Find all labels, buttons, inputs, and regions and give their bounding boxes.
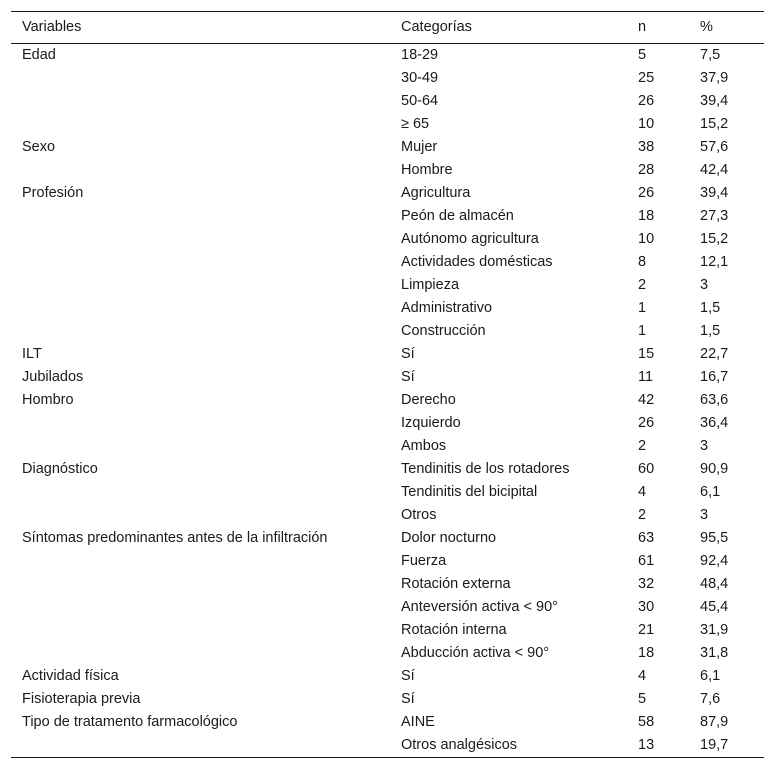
cell-n: 11: [638, 369, 654, 385]
table-row: [11, 688, 764, 711]
cell-category: Derecho: [401, 392, 456, 408]
cell-percent: 7,5: [700, 47, 721, 63]
table-row: [11, 182, 764, 205]
table-row: [11, 481, 764, 504]
cell-percent: 39,4: [700, 93, 729, 109]
cell-category: Dolor nocturno: [401, 530, 497, 546]
cell-category: Rotación interna: [401, 622, 507, 638]
cell-percent: 87,9: [700, 714, 729, 730]
cell-n: 8: [638, 254, 647, 270]
cell-percent: 16,7: [700, 369, 729, 385]
cell-category: Construcción: [401, 323, 486, 339]
cell-variable: [11, 228, 390, 251]
cell-category: Tendinitis del bicipital: [401, 484, 538, 500]
data-table-container: [11, 11, 764, 758]
cell-variable: Sexo: [22, 139, 56, 155]
cell-category: Agricultura: [401, 185, 471, 201]
cell-variable: Profesión: [22, 185, 84, 201]
cell-n: 63: [638, 530, 655, 546]
table-row: [11, 228, 764, 251]
table-row: [11, 159, 764, 182]
cell-variable: Hombro: [22, 392, 74, 408]
table-row: [11, 320, 764, 343]
table-row: [11, 90, 764, 113]
table-row: [11, 136, 764, 159]
cell-variable: ILT: [22, 346, 42, 362]
cell-n: 5: [638, 47, 647, 63]
cell-percent: 7,6: [700, 691, 721, 707]
cell-percent: 15,2: [700, 116, 729, 132]
cell-n: 42: [638, 392, 655, 408]
table-row: [11, 297, 764, 320]
cell-category: Sí: [401, 691, 415, 707]
table-row: [11, 113, 764, 136]
cell-n: 13: [627, 734, 689, 758]
cell-percent: 31,9: [700, 622, 729, 638]
cell-category: Tendinitis de los rotadores: [401, 461, 570, 477]
cell-category: Limpieza: [401, 277, 460, 293]
cell-n: 15: [638, 346, 655, 362]
cell-percent: 22,7: [700, 346, 729, 362]
cell-variable: [11, 573, 390, 596]
cell-category: AINE: [401, 714, 435, 730]
cell-n: 32: [638, 576, 655, 592]
cell-n: 2: [638, 507, 647, 523]
cell-category: 30-49: [401, 70, 439, 86]
cell-n: 26: [638, 185, 655, 201]
cell-variable: Diagnóstico: [22, 461, 98, 477]
cell-n: 28: [638, 162, 655, 178]
cell-category: Actividades domésticas: [401, 254, 553, 270]
cell-percent: 90,9: [700, 461, 729, 477]
table-row: [11, 619, 764, 642]
cell-n: 26: [638, 93, 655, 109]
table-row: [11, 665, 764, 688]
cell-n: 1: [638, 300, 647, 316]
cell-category: Administrativo: [401, 300, 493, 316]
cell-variable: Tipo de tratamento farmacológico: [22, 714, 238, 730]
cell-percent: 1,5: [700, 323, 721, 339]
cell-variable: Fisioterapia previa: [22, 691, 141, 707]
header-n: n: [627, 12, 689, 44]
cell-n: 30: [638, 599, 655, 615]
cell-percent: 3: [700, 438, 709, 454]
cell-variable: [11, 734, 390, 758]
table-row: [11, 596, 764, 619]
cell-variable: [11, 435, 390, 458]
cell-variable: [11, 619, 390, 642]
cell-variable: Síntomas predominantes antes de la infiltración: [22, 530, 328, 546]
cell-variable: [11, 297, 390, 320]
table-row: [11, 412, 764, 435]
table-row: [11, 504, 764, 527]
table-row: [11, 274, 764, 297]
table-row: [11, 527, 764, 550]
cell-n: 18: [638, 208, 655, 224]
cell-percent: 12,1: [700, 254, 729, 270]
cell-variable: [11, 642, 390, 665]
cell-n: 2: [638, 277, 647, 293]
cell-n: 26: [638, 415, 655, 431]
cell-variable: Edad: [22, 47, 56, 63]
cell-category: Peón de almacén: [401, 208, 514, 224]
cell-n: 38: [638, 139, 655, 155]
cell-percent: 3: [700, 277, 709, 293]
header-percent: %: [689, 12, 764, 44]
cell-variable: [11, 251, 390, 274]
cell-n: 25: [638, 70, 655, 86]
cell-n: 1: [638, 323, 647, 339]
cell-percent: 1,5: [700, 300, 721, 316]
cell-n: 4: [638, 668, 647, 684]
header-row: [11, 12, 764, 44]
header-variables: Variables: [11, 12, 390, 44]
cell-category: Mujer: [401, 139, 438, 155]
cell-percent: 36,4: [700, 415, 729, 431]
cell-variable: [11, 113, 390, 136]
cell-variable: [11, 504, 390, 527]
table-row: [11, 573, 764, 596]
table-row: [11, 366, 764, 389]
cell-category: Sí: [401, 668, 415, 684]
table-row: [11, 389, 764, 412]
table-row: [11, 734, 764, 758]
cell-variable: [11, 550, 390, 573]
cell-percent: 19,7: [689, 734, 764, 758]
cell-percent: 39,4: [700, 185, 729, 201]
cell-percent: 57,6: [700, 139, 729, 155]
table-row: [11, 205, 764, 228]
cell-variable: [11, 159, 390, 182]
cell-variable: [11, 412, 390, 435]
header-categorias: Categorías: [390, 12, 627, 44]
cell-variable: Actividad física: [22, 668, 119, 684]
table-row: [11, 251, 764, 274]
cell-n: 61: [638, 553, 655, 569]
cell-percent: 45,4: [700, 599, 729, 615]
cell-category: ≥ 65: [401, 116, 430, 132]
cell-variable: Jubilados: [22, 369, 84, 385]
cell-category: Fuerza: [401, 553, 447, 569]
cell-variable: [11, 320, 390, 343]
cell-variable: [11, 67, 390, 90]
cell-percent: 48,4: [700, 576, 729, 592]
table-row: [11, 550, 764, 573]
cell-n: 4: [638, 484, 647, 500]
cell-category: Rotación externa: [401, 576, 511, 592]
table-body: [11, 44, 764, 758]
cell-category: Hombre: [401, 162, 453, 178]
cell-percent: 63,6: [700, 392, 729, 408]
table-row: [11, 44, 764, 68]
cell-category: Anteversión activa < 90°: [401, 599, 558, 615]
cell-category: 50-64: [401, 93, 439, 109]
cell-percent: 27,3: [700, 208, 729, 224]
cell-percent: 3: [700, 507, 709, 523]
cell-category: 18-29: [401, 47, 439, 63]
cell-percent: 31,8: [700, 645, 729, 661]
variables-table: [11, 11, 764, 758]
cell-percent: 92,4: [700, 553, 729, 569]
cell-percent: 6,1: [700, 668, 721, 684]
cell-percent: 42,4: [700, 162, 729, 178]
cell-n: 21: [638, 622, 655, 638]
cell-variable: [11, 596, 390, 619]
cell-category: Abducción activa < 90°: [401, 645, 550, 661]
table-row: [11, 67, 764, 90]
cell-category: Izquierdo: [401, 415, 461, 431]
cell-n: 2: [638, 438, 647, 454]
cell-percent: 95,5: [700, 530, 729, 546]
cell-variable: [11, 481, 390, 504]
cell-n: 58: [638, 714, 655, 730]
cell-n: 60: [638, 461, 655, 477]
table-header: [11, 12, 764, 44]
table-row: [11, 435, 764, 458]
cell-percent: 37,9: [700, 70, 729, 86]
cell-n: 5: [638, 691, 647, 707]
cell-percent: 6,1: [700, 484, 721, 500]
cell-n: 18: [638, 645, 655, 661]
cell-n: 10: [638, 231, 655, 247]
cell-category: Sí: [401, 369, 415, 385]
cell-variable: [11, 90, 390, 113]
table-row: [11, 458, 764, 481]
cell-category: Ambos: [401, 438, 447, 454]
cell-category: Sí: [401, 346, 415, 362]
cell-percent: 15,2: [700, 231, 729, 247]
cell-n: 10: [638, 116, 655, 132]
table-row: [11, 343, 764, 366]
cell-variable: [11, 274, 390, 297]
cell-category: Otros: [401, 507, 437, 523]
cell-variable: [11, 205, 390, 228]
cell-category: Autónomo agricultura: [401, 231, 539, 247]
cell-category: Otros analgésicos: [390, 734, 627, 758]
table-row: [11, 711, 764, 734]
table-row: [11, 642, 764, 665]
